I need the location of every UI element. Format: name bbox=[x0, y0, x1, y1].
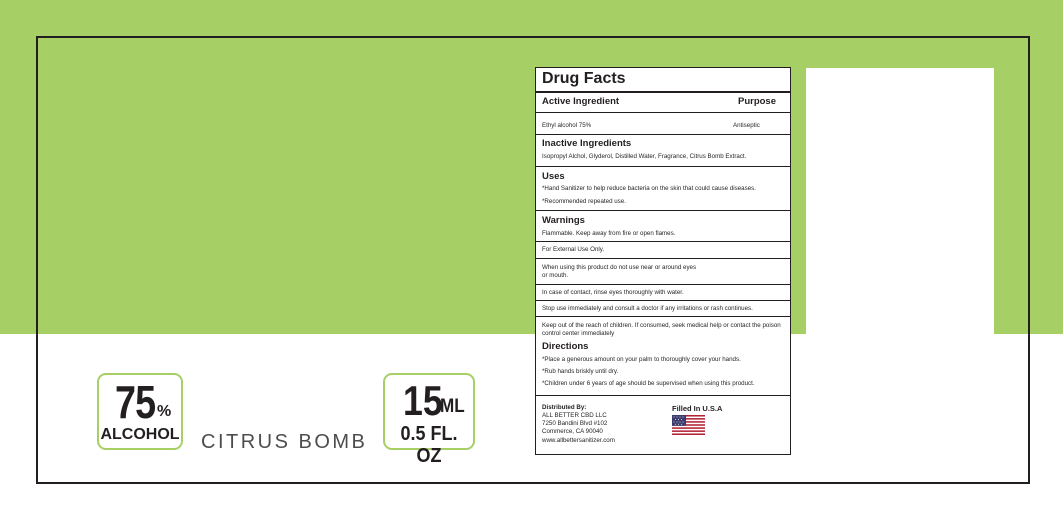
directions-header: Directions bbox=[542, 341, 589, 352]
warnings-item: Stop use immediately and consult a doctor if any irritations or rash continues. bbox=[542, 305, 753, 312]
warnings-item: Keep out of the reach of children. If consumed, seek medical help or contact the poison control center immediately bbox=[542, 322, 781, 337]
blank-label-panel bbox=[806, 68, 994, 334]
warnings-header: Warnings bbox=[542, 215, 585, 226]
warnings-item: When using this product do not use near or around eyes or mouth. bbox=[542, 264, 697, 279]
divider bbox=[536, 241, 790, 242]
directions-item: *Place a generous amount on your palm to thoroughly cover your hands. bbox=[542, 356, 741, 363]
uses-item: *Recommended repeated use. bbox=[542, 198, 626, 205]
volume-ounces: 0.5 FL. OZ bbox=[400, 423, 458, 467]
divider bbox=[536, 91, 790, 93]
directions-item: *Children under 6 years of age should be supervised when using this product. bbox=[542, 380, 755, 387]
drug-facts-panel bbox=[535, 67, 791, 455]
directions-item: *Rub hands briskly until dry. bbox=[542, 368, 619, 375]
distributor-line: Commerce, CA 90040 bbox=[542, 428, 603, 435]
alcohol-badge bbox=[97, 373, 183, 450]
divider bbox=[536, 258, 790, 259]
inactive-ingredients-text: Isopropyl Alchol, Glyderol, Distilled Water, Fragrance, Citrus Bomb Extract. bbox=[542, 153, 747, 160]
distributed-by-header: Distributed By: bbox=[542, 404, 587, 411]
purpose-value: Antiseptic bbox=[733, 122, 760, 129]
us-flag-icon bbox=[672, 415, 705, 435]
divider bbox=[536, 316, 790, 317]
warnings-item: In case of contact, rinse eyes thoroughly with water. bbox=[542, 289, 684, 296]
filled-in-usa: Filled In U.S.A bbox=[672, 404, 723, 413]
divider bbox=[536, 112, 790, 113]
active-ingredient-header: Active Ingredient bbox=[542, 96, 620, 107]
volume-number: 15 bbox=[403, 377, 443, 424]
alcohol-percent-number: 75 bbox=[115, 376, 156, 428]
volume-unit: ML bbox=[440, 396, 465, 417]
active-ingredient-value: Ethyl alcohol 75% bbox=[542, 122, 592, 129]
inactive-ingredients-header: Inactive Ingredients bbox=[542, 138, 632, 149]
divider bbox=[536, 134, 790, 135]
warnings-item: Flammable. Keep away from fire or open flames. bbox=[542, 230, 676, 237]
uses-header: Uses bbox=[542, 171, 565, 182]
warnings-item: For External Use Only. bbox=[542, 246, 605, 253]
percent-sign: % bbox=[157, 403, 172, 420]
divider bbox=[536, 210, 790, 211]
divider bbox=[536, 284, 790, 285]
divider bbox=[536, 300, 790, 301]
scent-name: CITRUS BOMB bbox=[201, 431, 368, 453]
divider bbox=[536, 395, 790, 396]
distributor-line: 7250 Bandini Blvd #102 bbox=[542, 420, 608, 427]
drug-facts-title: Drug Facts bbox=[542, 70, 626, 87]
purpose-header: Purpose bbox=[737, 96, 776, 107]
distributor-website: www.allbettersanitizer.com bbox=[542, 437, 615, 444]
alcohol-label: ALCOHOL bbox=[100, 426, 180, 443]
divider bbox=[536, 166, 790, 167]
volume-badge bbox=[383, 373, 475, 467]
uses-item: *Hand Sanitizer to help reduce bacteria on the skin that could cause diseases. bbox=[542, 185, 756, 192]
distributor-line: ALL BETTER CBD LLC bbox=[542, 412, 607, 419]
